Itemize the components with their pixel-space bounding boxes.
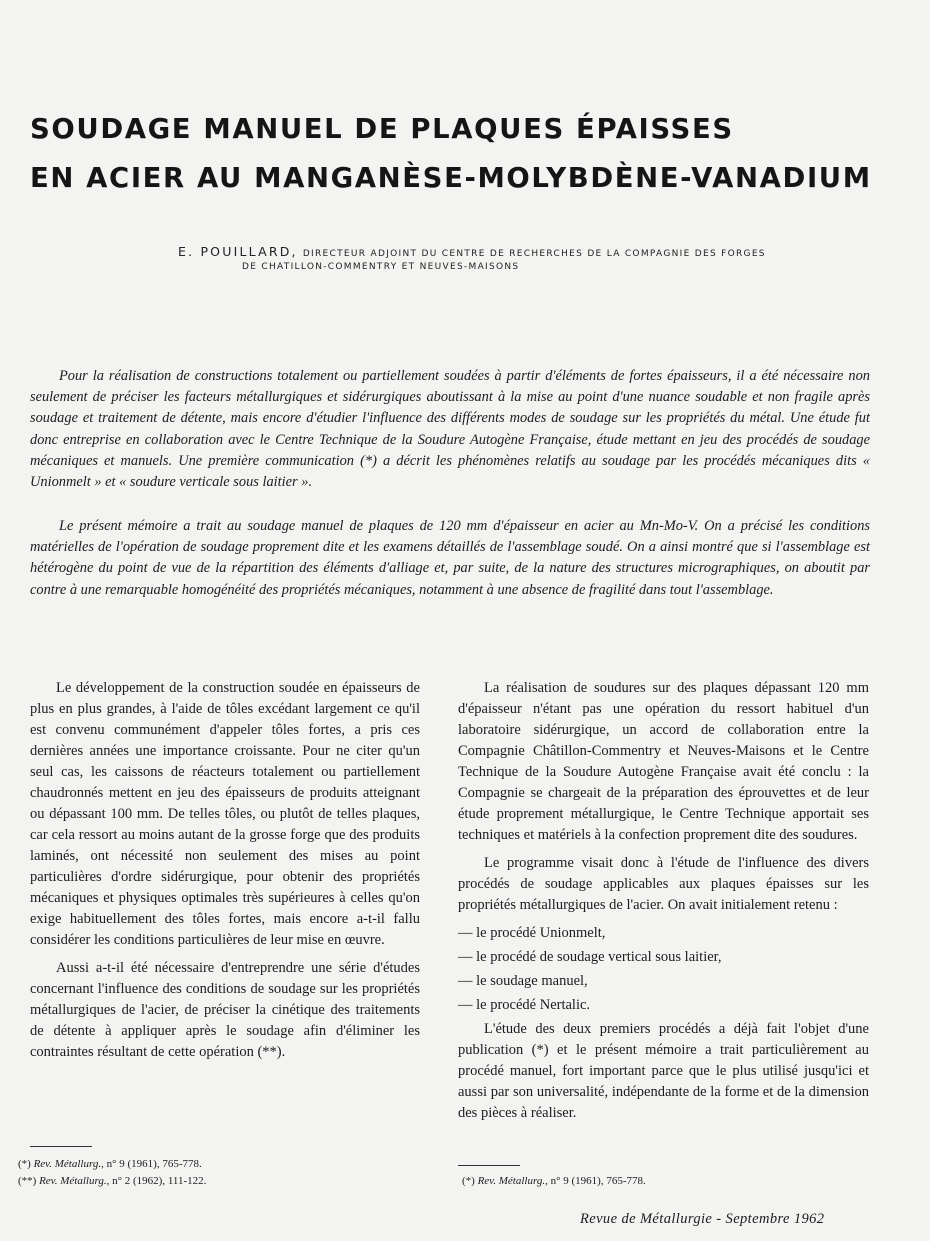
footnote-rule [458,1165,520,1166]
author-affiliation: DIRECTEUR ADJOINT DU CENTRE DE RECHERCHES DE LA COMPAGNIE DES FORGES [302,249,766,259]
list-item: — le soudage manuel, [458,973,588,989]
footnote-rule [30,1146,92,1147]
body-paragraph: Le développement de la construction soudée en épaisseurs de plus en plus grandes, à l'aide de tôles excédant largement ce qu'il est convenu communément d'appeler tôles fortes, a pris ces dernières années une importance croissante. Pour ne citer qu'un seul cas, les caissons de réacteurs totalement ou partiellement chaudronnés mettent en jeu des épaisseurs de produits atteignant ou dépassant 100 mm. De telles tôles, ou plutôt de telles plaques, car cela ressort au moins autant de la grosse forge que des produits laminés, ont nécessité non seulement des mises au point particulières d'ordre sidérurgique, pour obtenir des propriétés mécaniques et physiques optimales très supérieures à celles qu'on exige habituellement des tôles fortes, mais encore a-t-il fallu considérer les conditions particulières de leur mise en œuvre. [30,680,420,948]
left-column [30,678,420,1070]
article-title-line-2: EN ACIER AU MANGANÈSE-MOLYBDÈNE-VANADIUM [30,162,872,194]
body-paragraph: Le programme visait donc à l'étude de l'influence des divers procédés de soudage applicables aux plaques épaisses sur les propriétés métallurgiques de l'acier. On avait initialement retenu : [458,855,869,913]
footnote-mark: (**) [18,1175,37,1187]
list-item: — le procédé de soudage vertical sous laitier, [458,949,722,965]
body-paragraph: L'étude des deux premiers procédés a déjà fait l'objet d'une publication (*) et le présent mémoire a trait particulièrement au procédé manuel, fort important parce que le plus utilisé jusqu'ici et aussi par son universalité, indépendante de la forme et de la dimension des pièces à réaliser. [458,1021,869,1121]
author-affiliation-continued: DE CHATILLON-COMMENTRY ET NEUVES-MAISONS [242,262,520,272]
author-name: E. POUILLARD, [178,244,298,259]
footnote-reference: n° 2 (1962), 111-122. [112,1175,207,1187]
list-item: — le procédé Nertalic. [458,997,591,1013]
footnote [18,1173,206,1190]
body-paragraph: La réalisation de soudures sur des plaques dépassant 120 mm d'épaisseur n'étant pas une opération du ressort habituel d'un laboratoire sidérurgique, un accord de collaboration entre la Compagnie Châtillon-Commentry et Neuves-Maisons et le Centre Technique de la Soudure Autogène Française avait été conclu : la Compagnie se chargeait de la préparation des éprouvettes et de leur étude proprement métallurgique, le Centre Technique apportait ses techniques et matériels à la confection proprement dite des soudures. [458,680,869,843]
abstract-paragraph-2: Le présent mémoire a trait au soudage manuel de plaques de 120 mm d'épaisseur en acier au Mn-Mo-V. On a précisé les conditions matérielles de l'opération de soudage proprement dite et les examens détaillés de l'assemblage soudé. On a ainsi montré que si l'assemblage est hétérogène du point de vue de la répartition des éléments d'alliage et, par suite, de la nature des structures micrographiques, on aboutit par contre à une remarquable homogénéité des propriétés mécaniques, notamment à une absence de fragilité dans tout l'assemblage. [30,518,870,598]
footnote [462,1173,646,1190]
right-column [458,678,869,1131]
footnote-reference: n° 9 (1961), 765-778. [550,1175,646,1187]
footnote-reference: n° 9 (1961), 765-778. [106,1158,202,1170]
footnote-journal: Rev. Métallurg., [39,1175,110,1187]
author-line [178,241,768,260]
footnote-journal: Rev. Métallurg., [33,1158,104,1170]
footnote [18,1156,202,1173]
list-item: — le procédé Unionmelt, [458,925,606,941]
footnote-journal: Rev. Métallurg., [477,1175,548,1187]
abstract-paragraph-1: Pour la réalisation de constructions totalement ou partiellement soudées à partir d'éléments de fortes épaisseurs, il a été nécessaire non seulement de préciser les facteurs métallurgiques et sidérurgiques aboutissant à la mise au point d'une nuance soudable et non fragile après soudage et traitement de détente, mais encore d'étudier l'influence des différents modes de soudage sur les propriétés du métal. Une étude fut donc entreprise en collaboration avec le Centre Technique de la Soudure Autogène Française, étude mettant en jeu des procédés de soudage mécaniques et manuels. Une première communication (*) a décrit les phénomènes relatifs au soudage par les procédés mécaniques dits « Unionmelt » et « soudure verticale sous laitier ». [30,368,870,491]
journal-footer: Revue de Métallurgie - Septembre 1962 [580,1211,825,1227]
footnote-mark: (*) [18,1158,31,1170]
article-title-line-1: SOUDAGE MANUEL DE PLAQUES ÉPAISSES [30,113,734,145]
footnote-mark: (*) [462,1175,475,1187]
body-paragraph: Aussi a-t-il été nécessaire d'entreprendre une série d'études concernant l'influence des conditions de soudage sur les propriétés métallurgiques de l'acier, de préciser la cinétique des traitements de détente à appliquer après le soudage afin d'éliminer les contraintes résultant de cette opération (**). [30,960,420,1060]
